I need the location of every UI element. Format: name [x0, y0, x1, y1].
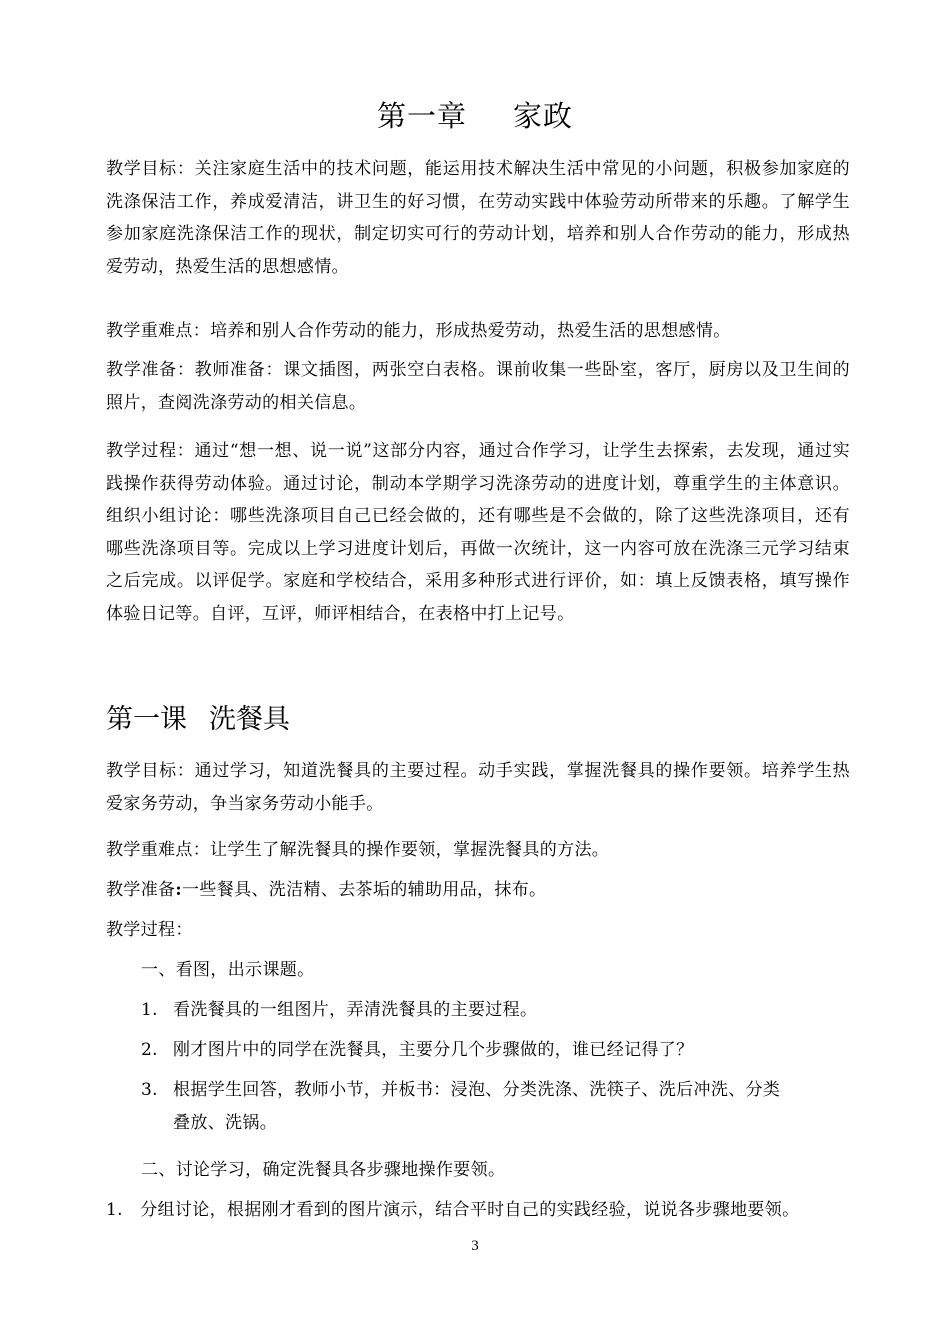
list-item-text: 根据学生回答，教师小节，并板书：浸泡、分类洗涤、洗筷子、洗后冲洗、分类	[173, 1080, 781, 1100]
sub-item	[106, 1194, 850, 1227]
step-two-heading: 二、讨论学习，确定洗餐具各步骤地操作要领。	[141, 1160, 506, 1180]
lesson-prep-text: 一些餐具、洗洁精、去茶垢的辅助用品，抹布。	[182, 880, 547, 900]
list-item	[141, 994, 850, 1027]
lesson-prep-colon: :	[175, 880, 183, 900]
intro-goal: 教学目标：关注家庭生活中的技术问题，能运用技术解决生活中常见的小问题，积极参加家庭的洗涤保洁工作，养成爱清洁，讲卫生的好习惯，在劳动实践中体验劳动所带来的乐趣。了解学生参加家庭洗涤保洁工作的现状，制定切实可行的劳动计划，培养和别人合作劳动的能力，形成热爱劳动，热爱生活的思想感情。	[106, 159, 850, 277]
intro-process: 教学过程：通过“想一想、说一说”这部分内容，通过合作学习，让学生去探索，去发现，通过实践操作获得劳动体验。通过讨论，制动本学期学习洗涤劳动的进度计划，尊重学生的主体意识。组织小组讨论：哪些洗涤项目自己已经会做的，还有哪些是不会做的，除了这些洗涤项目，还有哪些洗涤项目等。完成以上学习进度计划后，再做一次统计，这一内容可放在洗涤三元学习结束之后完成。以评促学。家庭和学校结合，采用多种形式进行评价，如：填上反馈表格，填写操作体验日记等。自评，互评，师评相结合，在表格中打上记号。	[106, 441, 850, 624]
lesson-number: 第一课	[106, 704, 187, 735]
step-one-heading: 一、看图，出示课题。	[141, 960, 315, 980]
lesson-prep-label: 教学准备	[106, 880, 176, 900]
chapter-title	[0, 96, 950, 136]
list-item-number: 2.	[141, 1040, 158, 1060]
list-item-continuation: 叠放、洗锅。	[173, 1112, 278, 1133]
list-item	[141, 1074, 850, 1139]
chapter-name: 家政	[513, 99, 574, 133]
list-item	[141, 1034, 850, 1067]
lesson-goal: 教学目标：通过学习，知道洗餐具的主要过程。动手实践，掌握洗餐具的操作要领。培养学生热爱家务劳动，争当家务劳动小能手。	[106, 761, 850, 814]
lesson-name: 洗餐具	[209, 704, 290, 735]
chapter-number: 第一章	[376, 99, 467, 133]
page-number: 3	[471, 1238, 479, 1254]
lesson-title	[106, 700, 290, 740]
list-item-text: 看洗餐具的一组图片，弄清洗餐具的主要过程。	[173, 1000, 538, 1020]
lesson-difficulty: 教学重难点：让学生了解洗餐具的操作要领，掌握洗餐具的方法。	[106, 840, 610, 860]
lesson-prep	[106, 874, 850, 907]
list-item-text: 刚才图片中的同学在洗餐具，主要分几个步骤做的，谁已经记得了？	[173, 1040, 694, 1060]
lesson-process-label: 教学过程：	[106, 920, 193, 940]
sub-item-number: 1.	[106, 1200, 123, 1220]
intro-prep: 教学准备：教师准备：课文插图，两张空白表格。课前收集一些卧室，客厅，厨房以及卫生间的照片，查阅洗涤劳动的相关信息。	[106, 360, 850, 413]
list-item-number: 1.	[141, 1000, 158, 1020]
intro-difficulty: 教学重难点：培养和别人合作劳动的能力，形成热爱劳动，热爱生活的思想感情。	[106, 321, 731, 341]
list-item-number: 3.	[141, 1080, 158, 1100]
sub-item-text: 分组讨论，根据刚才看到的图片演示，结合平时自己的实践经验，说说各步骤地要领。	[140, 1200, 800, 1220]
